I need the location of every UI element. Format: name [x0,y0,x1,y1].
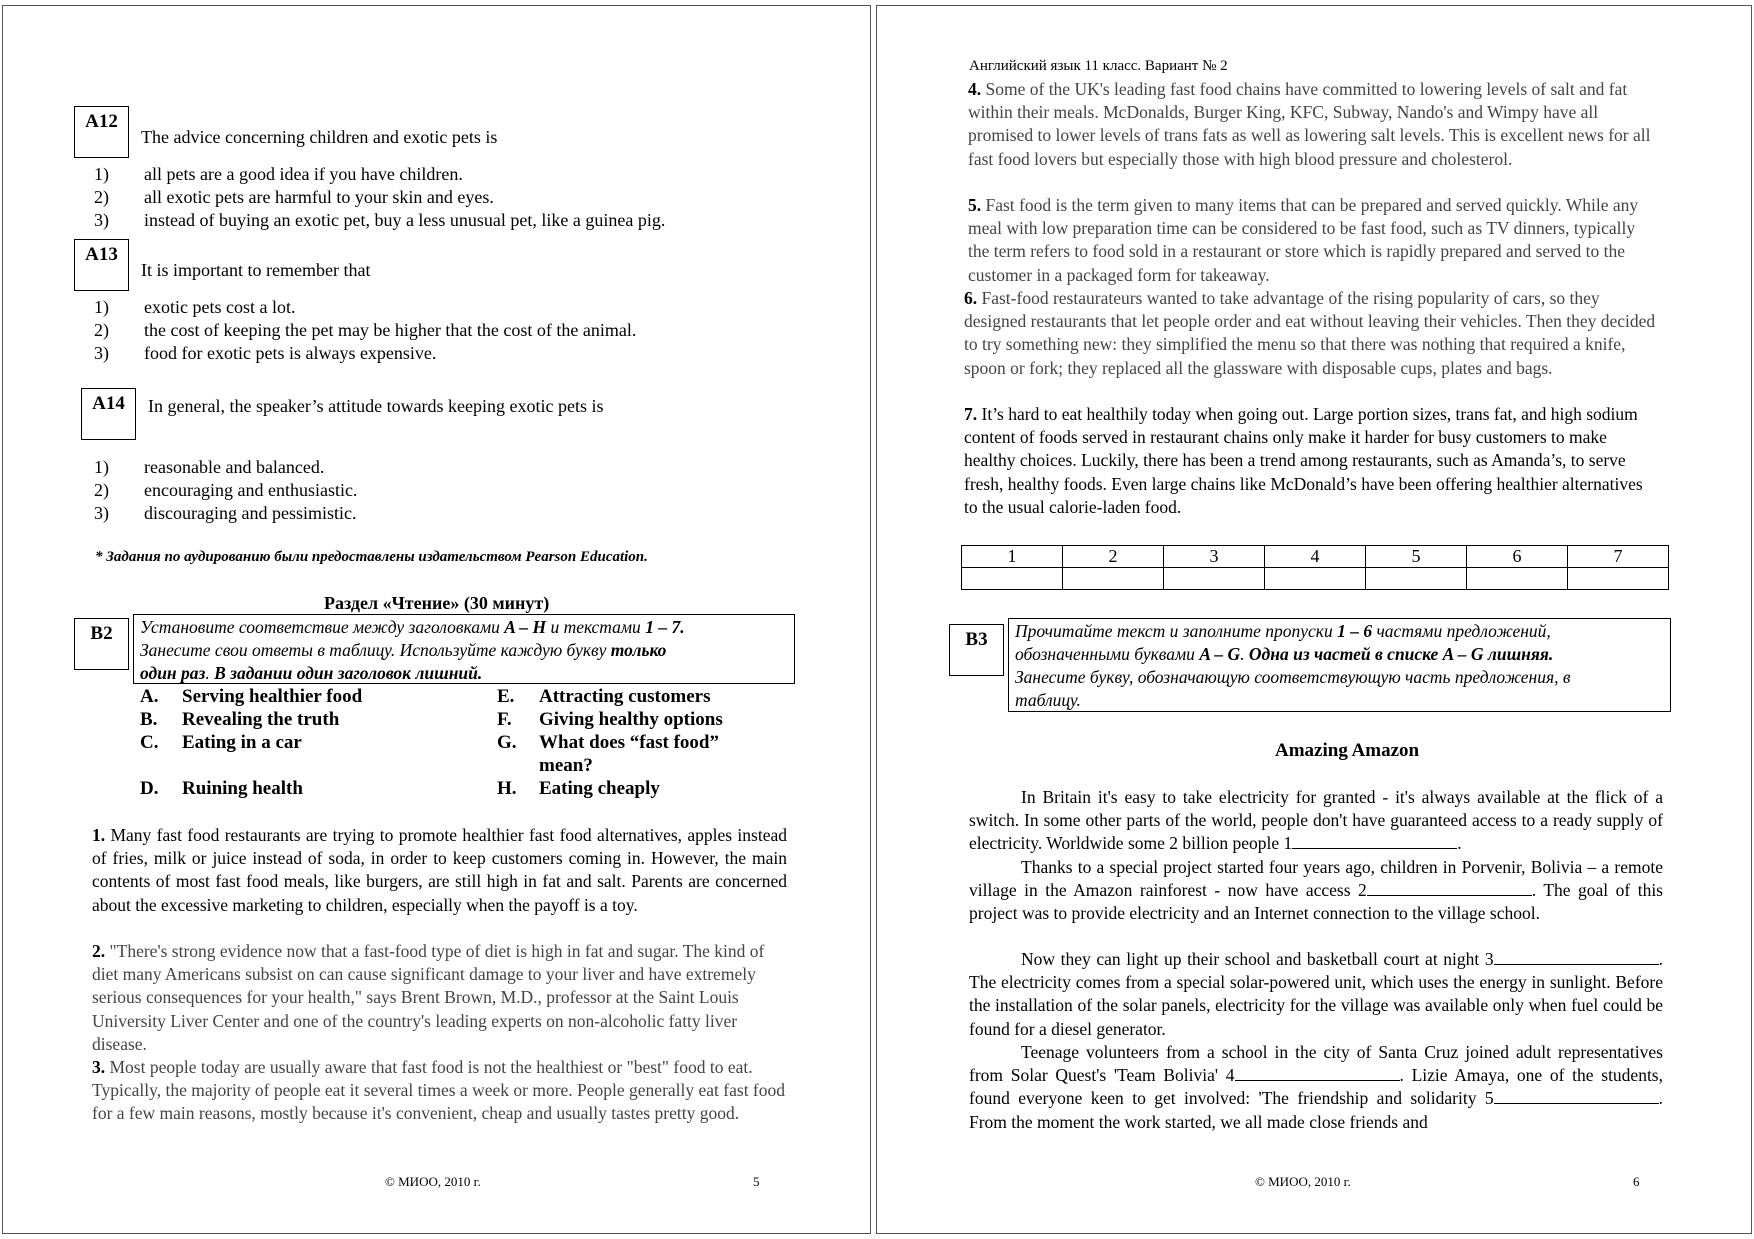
a14-label: A14 [92,393,125,414]
article-paragraph-2: Thanks to a special project started four years ago, children in Porvenir, Bolivia – a remote village in the Amazon rainforest - now have access 2 . The goal of this project was to provide electricity and an Internet connection to the village school. [969,857,1663,924]
article-paragraph-4: Teenage volunteers from a school in the city of Santa Cruz joined adult representatives from Solar Quest's 'Team Bolivia' 4 . Lizie Amaya, one of the students, found everyone keen to get involved: 'The friendship and solidarity 5 . From the moment the work started, we all made close friends and [969,1042,1663,1132]
a12-option-2[interactable]: 2) all exotic pets are harmful to your skin and eyes. [94,187,494,207]
gap-2-blank[interactable] [1367,879,1532,896]
b3-label: B3 [965,629,988,650]
article-title: Amazing Amazon [1275,740,1420,761]
b2-heading-e: E. Attracting customers [497,686,711,707]
answer-table-input-row[interactable] [962,568,1669,590]
b3-instructions: Прочитайте текст и заполните пропуски 1 – 6 частями предложений, обозначенными буквами A – G. Одна из частей в списке A – G лишняя. Занесите букву, обозначающую соответствующую часть предложения, в таблицу. [1008,618,1671,712]
answer-cell-5[interactable] [1366,568,1467,590]
answer-cell-3[interactable] [1164,568,1265,590]
answer-cell-2[interactable] [1063,568,1164,590]
a12-question: The advice concerning children and exotic pets is [141,127,498,147]
a14-option-3[interactable]: 3) discouraging and pessimistic. [94,503,357,523]
right-footer-page-number: 6 [1633,1174,1640,1189]
b2-answer-table [961,545,1669,590]
right-footer-copyright: © МИОО, 2010 г. [1255,1174,1351,1189]
answer-cell-6[interactable] [1467,568,1568,590]
a13-label-box [74,239,129,291]
a13-option-1[interactable]: 1) exotic pets cost a lot. [94,297,296,317]
a13-option-3[interactable]: 3) food for exotic pets is always expensive. [94,343,437,363]
answer-header-3: 3 [1164,546,1265,568]
right-page [876,5,1752,1234]
left-footer-page-number: 5 [753,1174,760,1189]
article-paragraph-1: In Britain it's easy to take electricity for granted - it's always available at the flick of a switch. In some other parts of the world, people don't have guaranteed access to a ready supply of electricity. Worldwide some 2 billion people 1 . [969,787,1663,854]
text-5: 5. Fast food is the term given to many items that can be prepared and served quickly. While any meal with low preparation time can be considered to be fast food, such as TV dinners, typically the term refers to food sold in a restaurant or store which is rapidly prepared and served to the customer in a packaged form for takeaway. [968,195,1639,285]
b2-heading-a: A. Serving healthier food [140,686,363,707]
answer-cell-1[interactable] [962,568,1063,590]
a14-option-2[interactable]: 2) encouraging and enthusiastic. [94,480,358,500]
b2-label: B2 [90,623,113,644]
a12-label-box [74,106,129,158]
b2-heading-g: G. What does “fast food” [497,732,719,753]
b3-label-box [949,624,1004,676]
gap-3-blank[interactable] [1494,948,1659,965]
a13-option-2[interactable]: 2) the cost of keeping the pet may be higher that the cost of the animal. [94,320,637,340]
audio-credit-note: * Задания по аудированию были предоставлены издательством Pearson Education. [95,549,648,565]
a12-option-1[interactable]: 1) all pets are a good idea if you have children. [94,164,463,184]
gap-4-blank[interactable] [1235,1064,1400,1081]
b2-heading-b: B. Revealing the truth [140,709,340,730]
b2-heading-c: C. Eating in a car [140,732,302,753]
b2-label-box [74,618,129,670]
text-6: 6. Fast-food restaurateurs wanted to take advantage of the rising popularity of cars, so they designed restaurants that let people order and eat without leaving their vehicles. Then they decided to try something new: they simplified the menu so that there was nothing that required a knife, spoon or fork; they replaced all the glassware with disposable cups, plates and bags. [964,288,1656,378]
running-head: Английский язык 11 класс. Вариант № 2 [969,58,1228,74]
answer-cell-4[interactable] [1265,568,1366,590]
a14-question: In general, the speaker’s attitude towards keeping exotic pets is [148,396,604,416]
text-1: 1. Many fast food restaurants are trying to promote healthier fast food alternatives, apples instead of fries, milk or juice instead of soda, in order to keep customers coming in. However, the main contents of most fast food meals, like burgers, are still high in fat and salt. Parents are concerned about the excessive marketing to children, especially when the payoff is a toy. [92,825,788,915]
gap-1-blank[interactable] [1292,832,1457,849]
a14-option-1[interactable]: 1) reasonable and balanced. [94,457,325,477]
b2-heading-f: F. Giving healthy options [497,709,723,730]
a13-question: It is important to remember that [141,260,371,280]
b2-heading-g-cont: mean? [539,755,593,776]
left-page [2,5,871,1234]
a13-label: A13 [85,244,118,265]
text-4: 4. Some of the UK's leading fast food chains have committed to lowering levels of salt and fat within their meals. McDonalds, Burger King, KFC, Subway, Nando's and Wimpy have all promised to lower levels of trans fats as well as lowering salt levels. This is excellent news for all fast food lovers but especially those with high blood pressure and cholesterol. [968,79,1651,169]
b2-instructions: Установите соответствие между заголовками A – H и текстами 1 – 7. Занесите свои ответы в таблицу. Используйте каждую букву только один раз. В задании один заголовок лишний. [133,614,795,684]
answer-header-4: 4 [1265,546,1366,568]
answer-header-6: 6 [1467,546,1568,568]
b2-heading-d: D. Ruining health [140,778,303,799]
answer-header-2: 2 [1063,546,1164,568]
article-paragraph-3: Now they can light up their school and basketball court at night 3 . The electricity comes from a special solar-powered unit, which uses the energy in sunlight. Before the installation of the solar panels, electricity for the village was available only when fuel could be found for a diesel generator. [969,949,1663,1039]
text-2: 2. "There's strong evidence now that a fast-food type of diet is high in fat and sugar. The kind of diet many Americans subsist on can cause significant damage to your liver and have extremely serious consequences for your health," says Brent Brown, M.D., professor at the Saint Louis University Liver Center and one of the country's leading experts on non-alcoholic fatty liver disease. [92,941,765,1054]
answer-table-header-row [962,546,1669,568]
a12-option-3[interactable]: 3) instead of buying an exotic pet, buy a less unusual pet, like a guinea pig. [94,210,666,230]
answer-cell-7[interactable] [1568,568,1669,590]
b2-heading-h: H. Eating cheaply [497,778,660,799]
answer-header-1: 1 [962,546,1063,568]
text-7: 7. It’s hard to eat healthily today when going out. Large portion sizes, trans fat, and high sodium content of foods served in restaurant chains only make it harder for busy customers to make healthy choices. Luckily, there has been a trend among restaurants, such as Amanda’s, to serve fresh, healthy foods. Even large chains like McDonald’s have been offering healthier alternatives to the usual calorie-laden food. [964,404,1643,517]
text-3: 3. Most people today are usually aware that fast food is not the healthiest or "best" food to eat. Typically, the majority of people eat it several times a week or more. People generally eat fast food for a few main reasons, mostly because it's convenient, cheap and usually tastes pretty good. [92,1057,786,1124]
gap-5-blank[interactable] [1494,1087,1659,1104]
a14-label-box [81,388,136,440]
answer-header-5: 5 [1366,546,1467,568]
a12-label: A12 [85,111,118,132]
reading-section-title: Раздел «Чтение» (30 минут) [324,593,550,613]
answer-header-7: 7 [1568,546,1669,568]
left-footer-copyright: © МИОО, 2010 г. [385,1174,481,1189]
